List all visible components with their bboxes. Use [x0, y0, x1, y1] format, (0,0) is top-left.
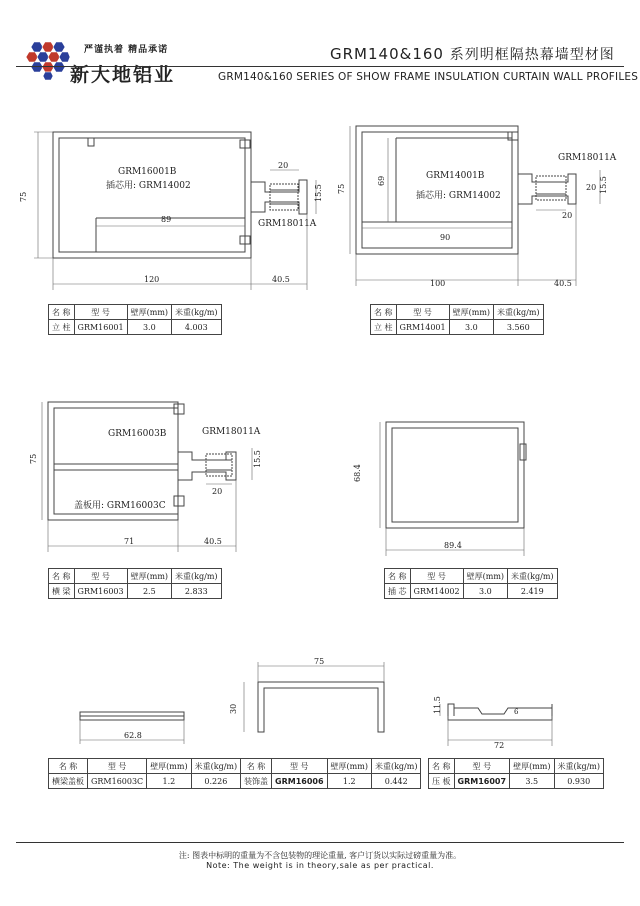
p2-dim-clip-a: 20: [586, 183, 597, 192]
cell-weight: 0.930: [554, 774, 604, 789]
th-name: 名 称: [385, 569, 411, 584]
th-weight: 米重(kg/m): [494, 305, 544, 320]
table-header-row: [49, 569, 222, 584]
profile-2-drawing: [336, 118, 626, 290]
p3-label-cover: 盖板用: GRM16003C: [74, 501, 166, 511]
cell-model: GRM14002: [410, 584, 463, 599]
p2-label-clip: GRM18011A: [558, 153, 617, 163]
th-name: 名 称: [429, 759, 455, 774]
p3-dim-clip-h: 15.5: [253, 450, 262, 468]
p1-dim-width: 120: [144, 275, 160, 284]
company-slogan: 严谨执着 精品承诺: [84, 45, 169, 55]
profile-4-drawing: [340, 414, 560, 560]
profile-7-drawing: [428, 694, 578, 750]
p3-dim-width: 71: [124, 537, 135, 546]
cell-name: 立 柱: [371, 320, 397, 335]
table-row: [49, 774, 241, 789]
cell-name: 横梁盖板: [49, 774, 88, 789]
th-model: 型 号: [74, 305, 127, 320]
cell-weight: 3.560: [494, 320, 544, 335]
table-row: [49, 320, 222, 335]
th-name: 名 称: [49, 759, 88, 774]
table-header-row: [429, 759, 604, 774]
cell-thickness: 3.0: [127, 320, 171, 335]
p7-dim-height: 11.5: [433, 696, 442, 714]
th-model: 型 号: [88, 759, 147, 774]
cell-name: 插 芯: [385, 584, 411, 599]
p2-dim-height: 75: [337, 183, 346, 194]
p1-dim-clip-h: 15.5: [314, 184, 323, 202]
cell-weight: 2.419: [508, 584, 558, 599]
th-model: 型 号: [74, 569, 127, 584]
p6-dim-width: 75: [314, 657, 325, 666]
table-row: [49, 584, 222, 599]
th-model: 型 号: [396, 305, 449, 320]
th-thickness: 壁厚(mm): [127, 569, 171, 584]
spec-table-1: [48, 304, 222, 335]
footer-note-en: Note: The weight is in theory,sale as per practical.: [206, 861, 434, 870]
header-rule: [16, 66, 624, 67]
th-name: 名 称: [49, 305, 75, 320]
th-name: 名 称: [49, 569, 75, 584]
th-model: 型 号: [410, 569, 463, 584]
company-logo-icon: [26, 40, 70, 80]
th-thickness: 壁厚(mm): [510, 759, 554, 774]
table-header-row: [241, 759, 421, 774]
cell-model: GRM16001: [74, 320, 127, 335]
th-thickness: 壁厚(mm): [463, 569, 507, 584]
spec-table-2: [370, 304, 544, 335]
p5-dim-width: 62.8: [124, 731, 142, 740]
p4-dim-height: 68.4: [353, 464, 362, 482]
p2-dim-ext: 40.5: [554, 279, 572, 288]
spec-table-3: [48, 568, 222, 599]
th-weight: 米重(kg/m): [172, 305, 222, 320]
cell-model: GRM16003: [74, 584, 127, 599]
th-thickness: 壁厚(mm): [147, 759, 191, 774]
company-name: 新大地铝业: [70, 64, 176, 86]
table-header-row: [385, 569, 558, 584]
p7-dim-gap: 6: [514, 708, 519, 716]
table-row: [241, 774, 421, 789]
cell-thickness: 3.5: [510, 774, 554, 789]
p6-dim-height: 30: [229, 703, 238, 714]
cell-name: 装饰盖: [241, 774, 272, 789]
p1-label-clip: GRM18011A: [258, 219, 317, 229]
p2-dim-inner-w: 90: [440, 233, 451, 242]
footer-note-cn: 注: 图表中标明的重量为不含包装物的理论重量, 客户订货以实际过磅重量为准。: [178, 851, 462, 860]
p3-label-clip: GRM18011A: [202, 427, 261, 437]
cell-name: 立 柱: [49, 320, 75, 335]
th-thickness: 壁厚(mm): [127, 305, 171, 320]
th-thickness: 壁厚(mm): [449, 305, 493, 320]
cell-thickness: 2.5: [127, 584, 171, 599]
table-row: [385, 584, 558, 599]
cell-thickness: 3.0: [449, 320, 493, 335]
p2-label-core: 插芯用: GRM14002: [416, 191, 501, 201]
page-subtitle: GRM140&160 SERIES OF SHOW FRAME INSULATION CURTAIN WALL PROFILES: [218, 71, 639, 83]
p4-dim-width: 89.4: [444, 541, 462, 550]
th-model: 型 号: [454, 759, 510, 774]
th-thickness: 壁厚(mm): [327, 759, 371, 774]
p1-dim-clip-w: 20: [278, 161, 289, 170]
cell-weight: 2.833: [172, 584, 222, 599]
th-weight: 米重(kg/m): [371, 759, 421, 774]
cell-name: 横 梁: [49, 584, 75, 599]
cell-model: GRM16007: [454, 774, 510, 789]
table-row: [371, 320, 544, 335]
cell-model: GRM16003C: [88, 774, 147, 789]
p3-dim-clip-w: 20: [212, 487, 223, 496]
th-weight: 米重(kg/m): [508, 569, 558, 584]
table-header-row: [371, 305, 544, 320]
p2-dim-width: 100: [430, 279, 446, 288]
spec-table-7: [428, 758, 604, 789]
cell-thickness: 1.2: [327, 774, 371, 789]
p1-label-section: GRM16001B: [118, 167, 177, 177]
cell-thickness: 3.0: [463, 584, 507, 599]
spec-table-4: [384, 568, 558, 599]
th-name: 名 称: [371, 305, 397, 320]
cell-model: GRM16006: [272, 774, 328, 789]
cell-name: 压 板: [429, 774, 455, 789]
profile-5-drawing: [74, 700, 194, 746]
table-row: [429, 774, 604, 789]
page-title: [330, 44, 615, 64]
footer-rule: [16, 842, 624, 843]
p1-dim-inner: 89: [161, 215, 172, 224]
th-weight: 米重(kg/m): [172, 569, 222, 584]
cell-weight: 0.226: [191, 774, 241, 789]
p2-label-section: GRM14001B: [426, 171, 485, 181]
p7-dim-width: 72: [494, 741, 505, 750]
profile-1-drawing: [16, 126, 346, 296]
p2-dim-clip-b: 20: [562, 211, 573, 220]
th-model: 型 号: [272, 759, 328, 774]
p3-dim-height: 75: [29, 453, 38, 464]
title-code: GRM140&160: [330, 45, 444, 63]
spec-table-5: [48, 758, 241, 789]
p2-dim-inner-h: 69: [377, 175, 386, 186]
spec-table-6: [240, 758, 421, 789]
table-header-row: [49, 305, 222, 320]
profile-3-drawing: [28, 394, 288, 554]
title-cn: 系列明框隔热幕墙型材图: [449, 47, 615, 63]
cell-model: GRM14001: [396, 320, 449, 335]
cell-weight: 4.003: [172, 320, 222, 335]
p1-dim-height: 75: [19, 191, 28, 202]
cell-weight: 0.442: [371, 774, 421, 789]
th-name: 名 称: [241, 759, 272, 774]
th-weight: 米重(kg/m): [554, 759, 604, 774]
cell-thickness: 1.2: [147, 774, 191, 789]
profile-6-drawing: [224, 652, 394, 748]
p3-label-section: GRM16003B: [108, 429, 167, 439]
p1-dim-ext: 40.5: [272, 275, 290, 284]
table-header-row: [49, 759, 241, 774]
p1-label-core: 插芯用: GRM14002: [106, 181, 191, 191]
th-weight: 米重(kg/m): [191, 759, 241, 774]
p3-dim-ext: 40.5: [204, 537, 222, 546]
p2-dim-clip-h: 15.5: [599, 176, 608, 194]
